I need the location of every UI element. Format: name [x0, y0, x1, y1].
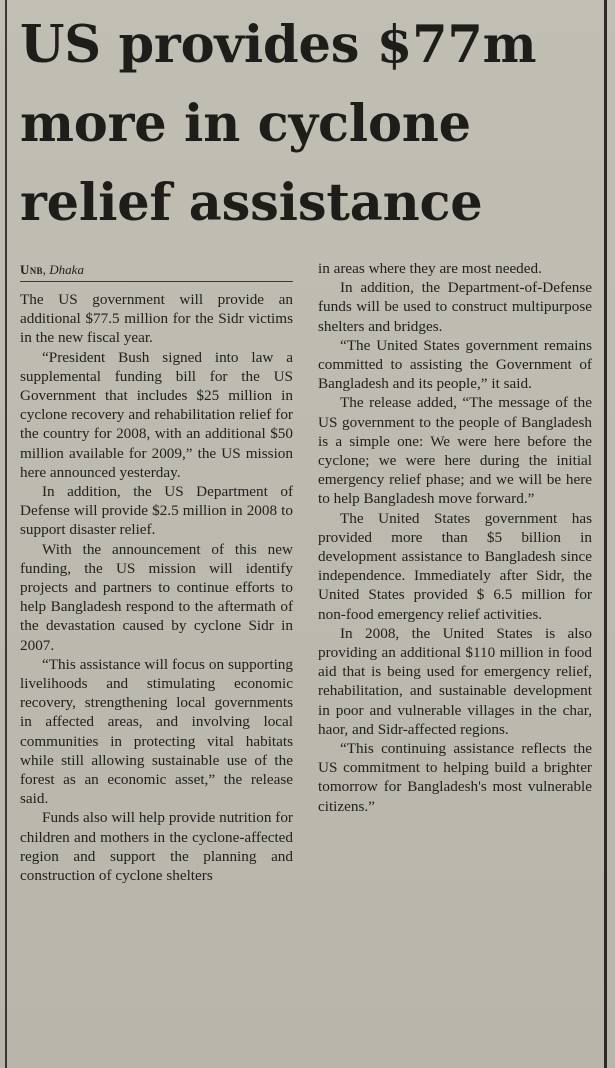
paragraph: In addition, the Department-of-Defense funds will be used to construct multipurpose shelters and bridges. — [318, 279, 592, 335]
paragraph: Funds also will help provide nutrition for children and mothers in the cyclone-affected region and support the planning and construction of cyclone shelters — [20, 809, 293, 885]
column-rule-left — [5, 0, 7, 1068]
article-column-left — [20, 259, 293, 885]
paragraph: “The United States government remains committed to assisting the Government of Bangladesh and its people,” it said. — [318, 336, 592, 393]
paragraph-continuation: in areas where they are most needed. — [318, 260, 542, 277]
headline: US provides $77m more in cyclone relief assistance — [20, 15, 537, 233]
paragraph: With the announcement of this new funding, the US mission will identify projects and partners to continue efforts to help Bangladesh respond to the aftermath of the devastation caused by cyclone Sidr in 2007. — [20, 540, 293, 654]
byline — [20, 259, 293, 282]
byline-place: Dhaka — [49, 262, 84, 277]
paragraph: In 2008, the United States is also providing an additional $110 million in food aid that is being used for emergency relief, rehabilitation, and sustainable development in poor and vulnerable villages in the char, haor, and Sidr-affected regions. — [318, 624, 592, 738]
paragraph: In addition, the US Department of Defense will provide $2.5 million in 2008 to support disaster relief. — [20, 483, 293, 539]
byline-separator: , — [42, 262, 50, 277]
paragraph: “This assistance will focus on supporting livelihoods and stimulating economic recovery, strengthening local governments in affected areas, and involving local communities in protecting vital habitats while still allowing sustainable use of the forest as an economic asset,” the release said. — [20, 655, 293, 808]
byline-agency: Unb — [20, 262, 43, 277]
paragraph: The United States government has provided more than $5 billion in development assistance to Bangladesh since independence. Immediately after Sidr, the United States provided $ 6.5 million for non-food emergency relief activities. — [318, 509, 592, 623]
paragraph: “This continuing assistance reflects the US commitment to helping build a brighter tomorrow for Bangladesh's most vulnerable citizens.” — [318, 740, 592, 815]
paragraph: The release added, “The message of the US government to the people of Bangladesh is a simple one: We were here before the cyclone; we were here during the initial emergency relief phase; and we will be here to help Bangladesh move forward.” — [318, 394, 592, 508]
article-column-right — [318, 259, 592, 816]
paragraph: “President Bush signed into law a supplemental funding bill for the US Government that includes $25 million in cyclone recovery and rehabilitation relief for the country for 2008, with an additional $50 million available for 2009,” the US mission here announced yesterday. — [20, 348, 293, 481]
paragraph: The US government will provide an additional $77.5 million for the Sidr victims in the new fiscal year. — [20, 291, 293, 347]
